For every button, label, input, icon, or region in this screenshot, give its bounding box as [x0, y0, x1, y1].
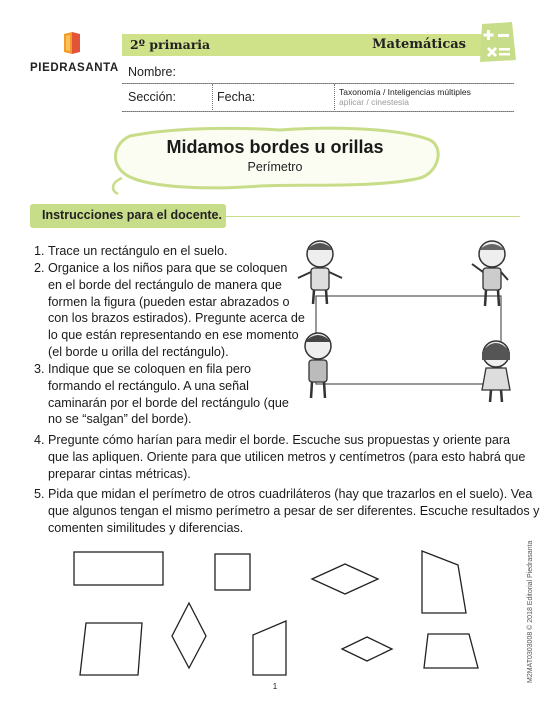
item-line: Organice a los niños para que se coloquen [48, 261, 288, 275]
trapezoid-shape-2 [424, 634, 478, 668]
page-number: 1 [272, 682, 278, 691]
copyright-text: M2MAT0303008 © 2018 Editorial Piedrasanta [527, 540, 534, 683]
logo-text: PIEDRASANTA [30, 62, 119, 74]
kite-shape [172, 603, 206, 668]
item-number: 1. [34, 244, 45, 258]
subject-label: Matemáticas [372, 37, 466, 52]
item-line: que algunos tengan el mismo perímetro a pesar de ser diferentes. Escuche resultados y [48, 503, 540, 518]
item-line: formando el rectángulo. A una señal [48, 378, 249, 393]
piedrasanta-logo-icon [30, 30, 130, 60]
taxonomy-values: aplicar / cinestesia [339, 97, 409, 107]
math-operators-icon [478, 22, 518, 64]
fecha-field-label: Fecha: [217, 90, 256, 104]
seccion-field-label: Sección: [128, 90, 176, 104]
item-line: que las apliquen. Oriente para que utilicen metros y centímetros (para esto habrá que [48, 449, 526, 464]
item-number: 5. [34, 487, 45, 501]
item-line: Pida que midan el perímetro de otros cuadriláteros (hay que trazarlos en el suelo). Vea [48, 487, 533, 501]
instructions-tab [30, 204, 226, 228]
nombre-field-label: Nombre: [128, 65, 176, 79]
item-line: en el borde del rectángulo de manera que [48, 277, 282, 292]
item-line: Pregunte cómo harían para medir el borde. Escuche sus propuestas y oriente para [48, 433, 511, 447]
child-figure-icon [305, 333, 331, 398]
item-number: 2. [34, 261, 45, 275]
square-shape [215, 554, 250, 590]
item-line: preparar cintas métricas). [48, 466, 191, 481]
item-line: (el borde u orilla del rectángulo). [48, 344, 229, 359]
nombre-line [122, 83, 514, 84]
grade-subject-bar [122, 34, 512, 56]
field-divider-2 [334, 84, 335, 112]
page-subtitle: Perímetro [247, 160, 303, 174]
item-line: Trace un rectángulo en el suelo. [48, 244, 228, 258]
small-rhombus-shape [342, 637, 392, 661]
trapezium-shape [253, 621, 286, 675]
instructions-label: Instrucciones para el docente. [42, 208, 222, 222]
item-line: no se “salgan” del borde). [48, 412, 192, 427]
item-line: Indique que se coloquen en fila pero [48, 362, 252, 376]
item-line: caminarán por el borde del rectángulo (que [48, 395, 289, 410]
item-number: 4. [34, 433, 45, 447]
child-figure-icon [298, 241, 342, 304]
taxonomy-label: Taxonomía / Inteligencias múltiples [339, 87, 471, 97]
item-line: formen la figura (pueden estar abrazados o [48, 294, 290, 309]
page-title: Midamos bordes u orillas [166, 137, 384, 157]
title-cloud [100, 118, 450, 198]
rectangle-shape [74, 552, 163, 585]
rhombus-shape [312, 564, 378, 594]
field-divider [212, 84, 213, 112]
item-number: 3. [34, 362, 45, 376]
item-line: comenten similitudes y diferencias. [48, 520, 244, 535]
item-line: con los brazos estirados). Pregunte acerca de [48, 311, 305, 326]
instructions-rule [226, 216, 520, 217]
item-line: lo que están representando en ese momento [48, 328, 299, 343]
child-figure-icon [482, 341, 510, 402]
trapezoid-shape [422, 551, 466, 613]
grade-label: 2º primaria [130, 37, 211, 52]
parallelogram-shape [80, 623, 142, 675]
quadrilaterals-illustration [60, 545, 480, 680]
children-rectangle-illustration [296, 236, 522, 406]
seccion-line [122, 111, 514, 112]
